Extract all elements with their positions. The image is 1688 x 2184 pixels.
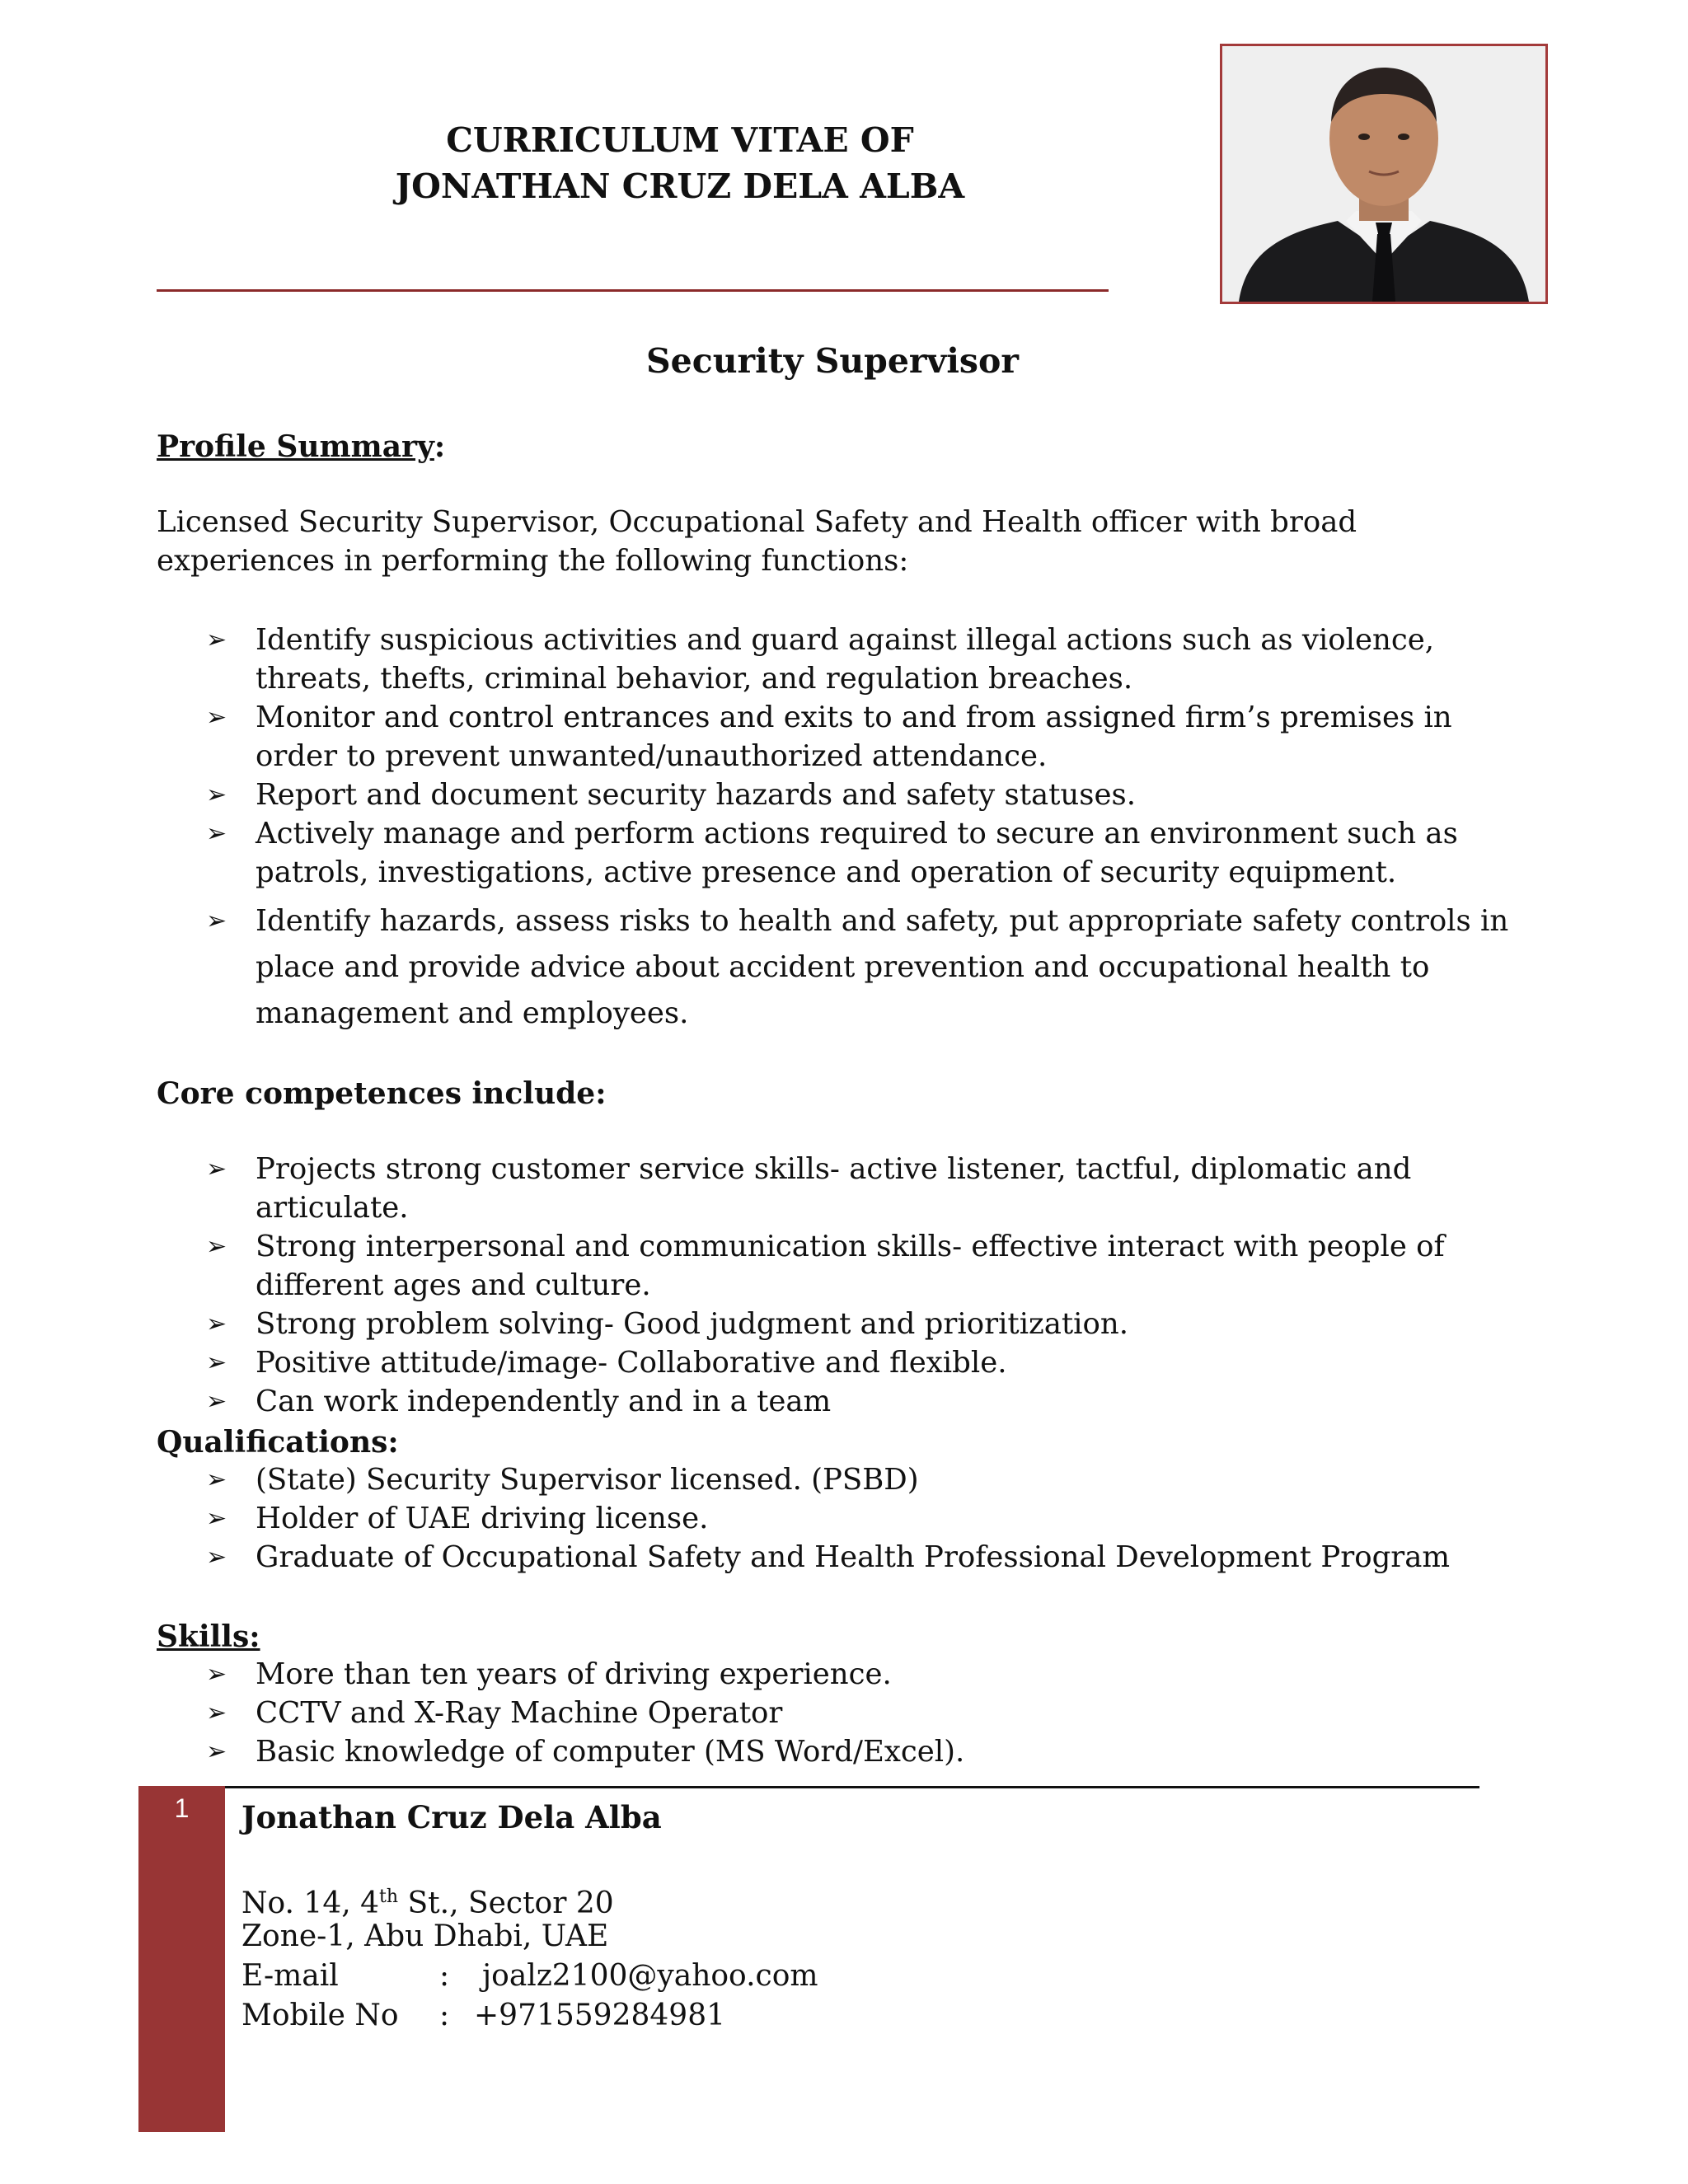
list-item-text: Can work independently and in a team xyxy=(256,1385,832,1418)
arrow-bullet-icon: ➢ xyxy=(206,1155,227,1183)
mobile-label: Mobile No xyxy=(241,1999,399,2032)
footer-email-row xyxy=(241,1957,818,1996)
list-item xyxy=(157,1499,1541,1538)
footer-divider xyxy=(225,1786,1479,1788)
address-street: St., Sector 20 xyxy=(398,1886,614,1920)
profile-summary-heading xyxy=(157,427,445,466)
email-link[interactable]: joalz2100@yahoo.com xyxy=(482,1959,818,1993)
arrow-bullet-icon: ➢ xyxy=(206,780,227,809)
skills-heading-text: Skills: xyxy=(157,1619,260,1654)
arrow-bullet-icon: ➢ xyxy=(206,1504,227,1533)
job-title: Security Supervisor xyxy=(646,341,1019,381)
arrow-bullet-icon: ➢ xyxy=(206,1660,227,1689)
skills-list xyxy=(157,1655,1541,1771)
arrow-bullet-icon: ➢ xyxy=(206,626,227,654)
list-item xyxy=(157,1150,1541,1227)
list-item-text: Graduate of Occupational Safety and Health Professional Development Program xyxy=(256,1540,1451,1574)
list-item-text: Basic knowledge of computer (MS Word/Excel). xyxy=(256,1735,965,1769)
list-item xyxy=(157,1227,1541,1305)
profile-summary-heading-colon: : xyxy=(434,429,446,464)
arrow-bullet-icon: ➢ xyxy=(206,907,227,935)
list-item xyxy=(157,1655,1541,1694)
mobile-separator: : xyxy=(439,1999,450,2032)
core-competences-list xyxy=(157,1150,1541,1421)
core-competences-heading: Core competences include: xyxy=(157,1076,607,1111)
arrow-bullet-icon: ➢ xyxy=(206,819,227,848)
list-item xyxy=(157,776,1541,814)
qualifications-heading: Qualifications: xyxy=(157,1425,399,1460)
page-number: 1 xyxy=(174,1793,190,1823)
list-item-text: Identify hazards, assess risks to health and safety, put appropriate safety controls in place and provide advice about accident prevention and occupational health to management and employees. xyxy=(256,904,1509,1030)
list-item xyxy=(157,1382,1541,1421)
list-item-text: Identify suspicious activities and guard against illegal actions such as violence, threats, thefts, criminal behavior, and regulation breaches. xyxy=(256,623,1435,696)
list-item xyxy=(157,1538,1541,1577)
list-item-text: Positive attitude/image- Collaborative and flexible. xyxy=(256,1346,1007,1380)
arrow-bullet-icon: ➢ xyxy=(206,1232,227,1261)
arrow-bullet-icon: ➢ xyxy=(206,1699,227,1727)
profile-photo xyxy=(1220,44,1548,304)
email-separator: : xyxy=(439,1959,450,1993)
arrow-bullet-icon: ➢ xyxy=(206,1387,227,1416)
email-label: E-mail xyxy=(241,1959,339,1993)
footer-address-line-2: Zone-1, Abu Dhabi, UAE xyxy=(241,1919,609,1953)
qualifications-list xyxy=(157,1460,1541,1577)
address-ordinal-suffix: th xyxy=(379,1886,399,1907)
profile-functions-list xyxy=(157,621,1541,1037)
list-item-text: (State) Security Supervisor licensed. (PSBD) xyxy=(256,1463,919,1497)
arrow-bullet-icon: ➢ xyxy=(206,1543,227,1572)
list-item xyxy=(157,1694,1541,1732)
list-item-text: Report and document security hazards and safety statuses. xyxy=(256,778,1136,812)
address-number: No. 14, 4 xyxy=(241,1886,380,1920)
arrow-bullet-icon: ➢ xyxy=(206,703,227,732)
footer-mobile-row xyxy=(241,1996,726,2036)
list-item xyxy=(157,698,1541,776)
list-item-text: Holder of UAE driving license. xyxy=(256,1502,709,1535)
list-item xyxy=(157,1305,1541,1343)
arrow-bullet-icon: ➢ xyxy=(206,1310,227,1338)
list-item xyxy=(157,1343,1541,1382)
list-item xyxy=(157,621,1541,698)
skills-heading xyxy=(157,1617,260,1657)
arrow-bullet-icon: ➢ xyxy=(206,1348,227,1377)
list-item-text: Actively manage and perform actions required to secure an environment such as patrols, investigations, active presence and operation of security equipment. xyxy=(256,817,1458,889)
profile-summary-heading-text: Profile Summary xyxy=(157,429,434,464)
arrow-bullet-icon: ➢ xyxy=(206,1737,227,1766)
list-item-text: More than ten years of driving experience. xyxy=(256,1657,892,1691)
mobile-number: +971559284981 xyxy=(474,1999,726,2032)
cv-title-line-2: JONATHAN CRUZ DELA ALBA xyxy=(395,166,965,206)
list-item xyxy=(157,1732,1541,1771)
cv-title xyxy=(157,117,1203,209)
footer-name: Jonathan Cruz Dela Alba xyxy=(241,1799,662,1835)
list-item-text: Monitor and control entrances and exits to and from assigned firm’s premises in order to prevent unwanted/unauthorized attendance. xyxy=(256,701,1452,773)
cv-title-line-1: CURRICULUM VITAE OF xyxy=(446,120,914,160)
list-item xyxy=(157,814,1541,892)
arrow-bullet-icon: ➢ xyxy=(206,1465,227,1494)
list-item xyxy=(157,1460,1541,1499)
list-item xyxy=(157,898,1541,1037)
list-item-text: Strong interpersonal and communication skills- effective interact with people of different ages and culture. xyxy=(256,1230,1445,1302)
footer-accent-bar xyxy=(138,1786,225,2132)
list-item-text: Strong problem solving- Good judgment and prioritization. xyxy=(256,1307,1129,1341)
list-item-text: CCTV and X-Ray Machine Operator xyxy=(256,1696,783,1730)
list-item-text: Projects strong customer service skills- active listener, tactful, diplomatic and articulate. xyxy=(256,1152,1412,1225)
profile-intro: Licensed Security Supervisor, Occupational Safety and Health officer with broad experiences in performing the following functions: xyxy=(157,505,1357,578)
header-divider xyxy=(157,289,1109,292)
